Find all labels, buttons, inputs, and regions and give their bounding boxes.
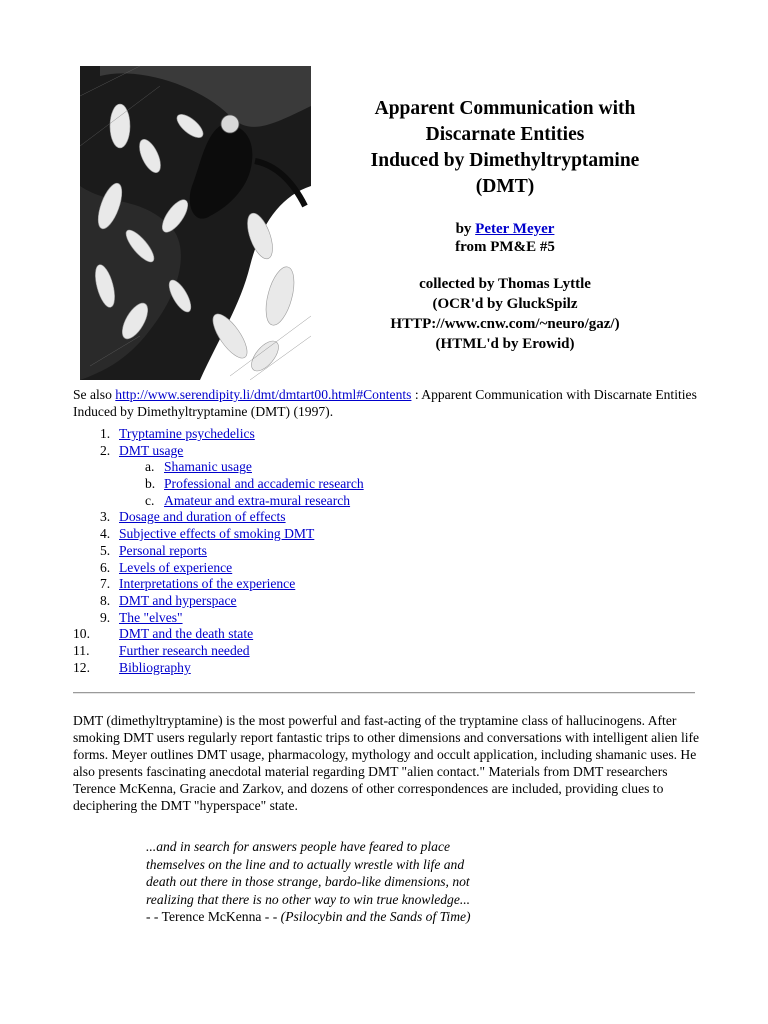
toc-subitem: c. Amateur and extra-mural research: [145, 492, 351, 508]
toc-item: 1. Tryptamine psychedelics: [100, 426, 255, 441]
page-title-line-2: Discarnate Entities: [425, 124, 585, 145]
page-title-line-4: (DMT): [475, 176, 535, 197]
toc-subitems: [73, 459, 693, 509]
quote-line-1: ...and in search for answers people have feared to place: [146, 839, 451, 854]
toc-link-tryptamine-psychedelics[interactable]: Tryptamine psychedelics: [119, 426, 255, 441]
source-note: from PM&E #5: [455, 239, 555, 255]
toc-item: 7. Interpretations of the experience: [100, 576, 296, 592]
see-also-link[interactable]: http://www.serendipity.li/dmt/dmtart00.html#Contents: [115, 387, 412, 402]
toc-link-interpretations[interactable]: Interpretations of the experience: [119, 576, 296, 592]
credit-html: (HTML'd by Erowid): [435, 336, 575, 352]
quote-line-3: death out there in those strange, bardo-like dimensions, not: [146, 874, 470, 890]
mckenna-quote: [146, 838, 526, 926]
toc-item: 6. Levels of experience: [100, 559, 233, 575]
page-title-line-3: Induced by Dimethyltryptamine: [370, 150, 640, 171]
quote-work: (Psilocybin and the Sands of Time): [280, 909, 471, 925]
quote-line-2: themselves on the line and to actually wrestle with life and: [146, 856, 465, 872]
see-also-paragraph: [73, 386, 713, 420]
toc-link-dosage[interactable]: Dosage and duration of effects: [119, 509, 286, 525]
toc-subitem: a. Shamanic usage: [145, 459, 252, 475]
byline: [318, 220, 692, 256]
toc-link-death-state[interactable]: DMT and the death state: [119, 626, 254, 642]
toc-item: 2. DMT usage: [100, 442, 184, 458]
toc-link-shamanic-usage[interactable]: Shamanic usage: [164, 459, 252, 475]
toc-link-amateur-research[interactable]: Amateur and extra-mural research: [164, 492, 351, 508]
see-also-suffix: : Apparent Communication with Discarnate Entities Induced by Dimethyltryptamine (DMT) (1997).: [73, 387, 697, 419]
toc-item: 9. The "elves": [100, 609, 183, 625]
table-of-contents: [73, 426, 693, 676]
toc-link-further-research[interactable]: Further research needed: [119, 642, 250, 658]
toc-item: 10. DMT and the death state: [73, 626, 254, 642]
toc-link-hyperspace[interactable]: DMT and hyperspace: [119, 592, 237, 608]
toc-link-subjective-effects[interactable]: Subjective effects of smoking DMT: [119, 526, 315, 542]
horizontal-divider: [73, 692, 695, 694]
credit-url: HTTP://www.cnw.com/~neuro/gaz/): [390, 316, 620, 332]
toc-item: 8. DMT and hyperspace: [100, 592, 237, 608]
toc-link-elves[interactable]: The "elves": [119, 609, 183, 625]
toc-link-personal-reports[interactable]: Personal reports: [119, 542, 207, 558]
toc-item: 3. Dosage and duration of effects: [100, 509, 286, 525]
quote-line-4: realizing that there is no other way to win true knowledge...: [146, 891, 471, 907]
abstract-paragraph: DMT (dimethyltryptamine) is the most powerful and fast-acting of the tryptamine class of hallucinogens. After smoking DMT users regularly report fantastic trips to other dimensions and conversations with intelligent alien life forms. Meyer outlines DMT usage, pharmacology, mythology and occult application, including shamanic uses. He also presents fascinating anecdotal material regarding DMT "alien contact." Materials from DMT researchers Terence McKenna, Gracie and Zarkov, and dozens of other correspondences are included, providing clues to deciphering the DMT "hyperspace" state.: [73, 713, 700, 813]
toc-item: 5. Personal reports: [100, 542, 207, 558]
toc-link-professional-research[interactable]: Professional and accademic research: [164, 476, 364, 492]
toc-item: 4. Subjective effects of smoking DMT: [100, 526, 315, 542]
engraving-illustration: [80, 66, 311, 380]
toc-subitem: b. Professional and accademic research: [145, 476, 364, 492]
see-also-prefix: Se also: [73, 387, 116, 402]
by-prefix: by: [455, 221, 472, 237]
page-title-line-1: Apparent Communication with: [374, 98, 636, 119]
credit-ocr: (OCR'd by GluckSpilz: [432, 296, 578, 312]
toc-link-dmt-usage[interactable]: DMT usage: [119, 442, 184, 458]
title-block: [318, 96, 692, 354]
toc-link-bibliography[interactable]: Bibliography: [119, 659, 191, 675]
author-link[interactable]: Peter Meyer: [475, 221, 555, 237]
credits: [318, 274, 692, 354]
toc-link-levels[interactable]: Levels of experience: [119, 559, 233, 575]
quote-author: - - Terence McKenna - -: [146, 909, 281, 925]
toc-item: 12. Bibliography: [73, 659, 191, 675]
toc-item: 11. Further research needed: [73, 642, 250, 658]
quote-attribution: [146, 908, 526, 926]
credit-collected: collected by Thomas Lyttle: [419, 276, 591, 292]
